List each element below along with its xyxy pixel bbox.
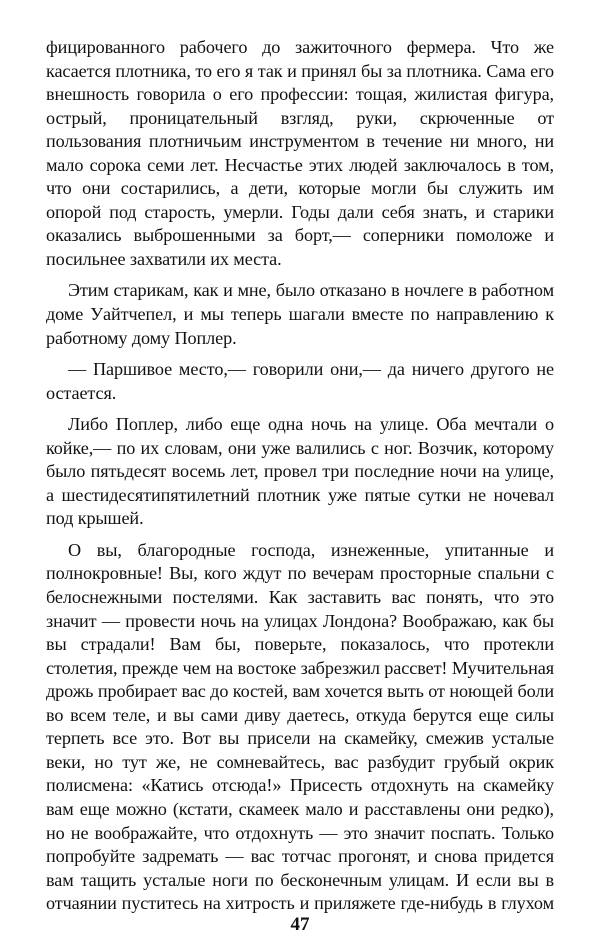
paragraph-3: — Паршивое место,— говорили они,— да ничего другого не остается.	[46, 359, 554, 403]
page-number: 47	[290, 914, 310, 935]
paragraph-4: Либо Поплер, либо еще одна ночь на улице. Оба мечтали о койке,— по их словам, они уже валились с ног. Возчик, которому было пятьдесят восемь лет, провел три последние ночи на улице, а шестидесятипятилетний плотник уже пятые сутки не ночевал под крышей.	[46, 414, 554, 529]
paragraph-1: фицированного рабочего до зажиточного фермера. Что же касается плотника, то его я так и принял бы за плотника. Сама его внешность говорила о его профессии: тощая, жилистая фигура, острый, проницательный взгляд, руки, скрюченные от пользования плотничьим инструментом в течение ни много, ни мало сорока семи лет. Несчастье этих людей заключалось в том, что они состарились, а дети, которые могли бы служить им опорой под старость, умерли. Годы дали себя знать, и старики оказались выброшенными за борт,— соперники помоложе и посильнее захватили их места.	[46, 37, 554, 269]
paragraph-5: О вы, благородные господа, изнеженные, упитанные и полнокровные! Вы, кого ждут по вечерам просторные спальни с белоснежными постелями. Как заставить вас понять, что это значит — провести ночь на улицах Лондона? Воображаю, как бы вы страдали! Вам бы, поверьте, показалось, что протекли столетия, прежде чем на востоке забрезжил рассвет! Мучительная дрожь пробирает вас до костей, вам хочется выть от ноющей боли во всем теле, и вы сами диву даетесь, откуда берутся еще силы терпеть все это. Вот вы присели на скамейку, смежив усталые веки, но тут же, не сомневайтесь, вас разбудит грубый окрик полисмена: «Катись отсюда!» Присесть отдохнуть на скамейку вам еще можно (кстати, скамеек мало и расставлены они редко), но не воображайте, что отдохнуть — это значит поспать. Только попробуйте задремать — вас тотчас прогонят, и снова придется вам тащить усталые ноги по бесконечным улицам. И если вы в отчаянии пуститесь на хитрость и приляжете где-нибудь в глухом	[46, 539, 554, 914]
paragraph-2: Этим старикам, как и мне, было отказано в ночлеге в работном доме Уайтчепел, и мы теперь шагали вместе по направлению к работному дому Поплер.	[46, 280, 554, 348]
page-text-column	[46, 36, 554, 916]
